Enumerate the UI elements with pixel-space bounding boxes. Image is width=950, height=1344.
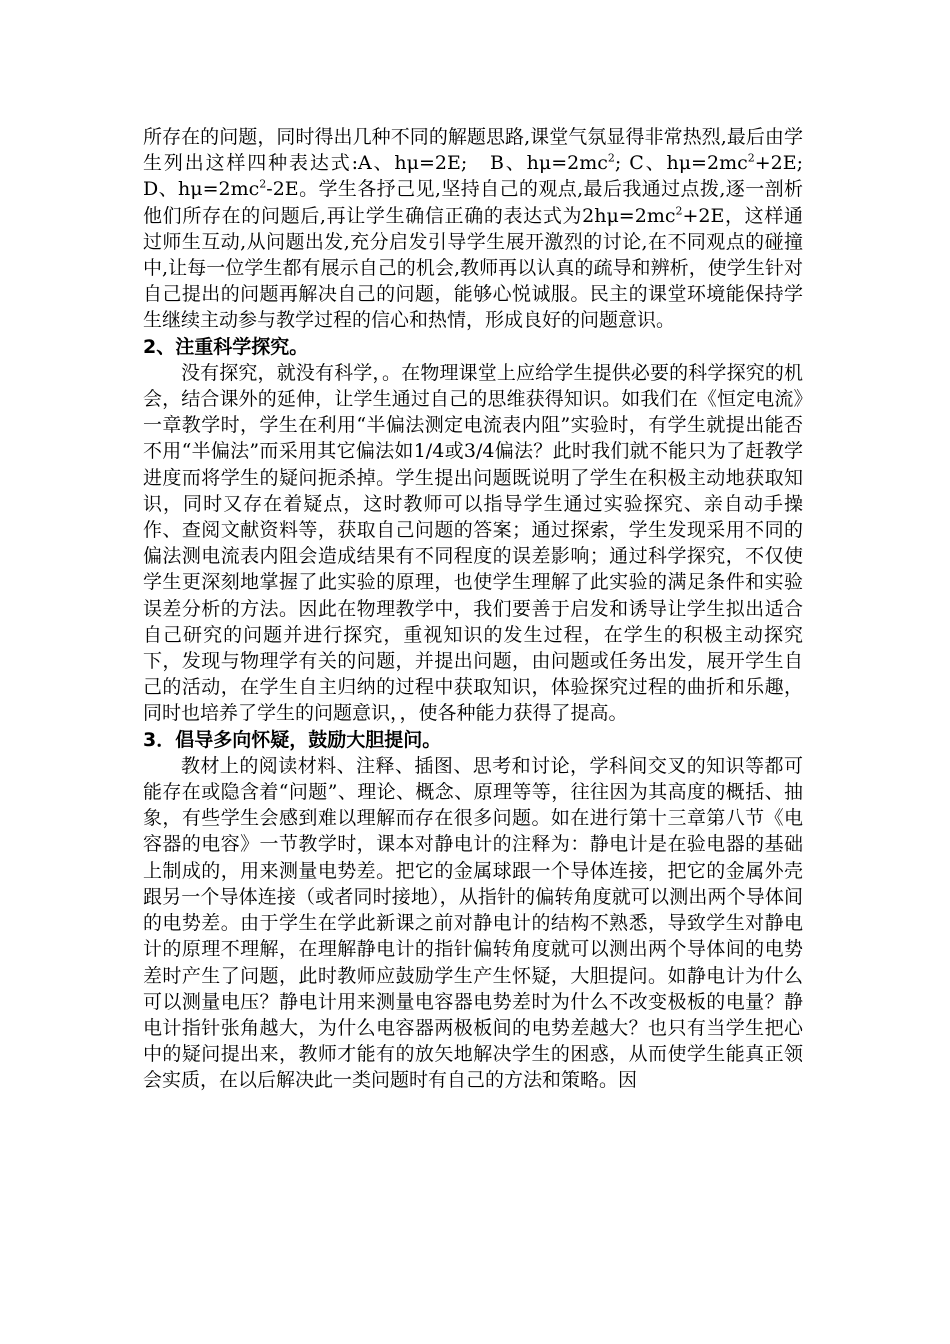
paragraph-expressions: [143, 124, 803, 334]
paragraph-questioning: 教材上的阅读材料、注释、插图、思考和讨论，学科间交叉的知识等都可能存在或隐含着“问题”、理论、概念、原理等等，往往因为其高度的概括、抽象，有些学生会感到难以理解而存在很多问题。如在进行第十三章第八节《电容器的电容》一节教学时，课本对静电计的注释为：静电计是在验电器的基础上制成的，用来测量电势差。把它的金属球跟一个导体连接，把它的金属外壳跟另一个导体连接（或者同时接地），从指针的偏转角度就可以测出两个导体间的电势差。由于学生在学此新课之前对静电计的结构不熟悉，导致学生对静电计的原理不理解，在理解静电计的指针偏转角度就可以测出两个导体间的电势差时产生了问题，此时教师应鼓励学生产生怀疑，大胆提问。如静电计为什么可以测量电压？静电计用来测量电容器电势差时为什么不改变极板的电量？静电计指针张角越大，为什么电容器两极板间的电势差越大？也只有当学生把心中的疑问提出来，教师才能有的放矢地解决学生的困惑，从而使学生能真正领会实质，在以后解决此一类问题时有自己的方法和策略。因: [143, 754, 803, 1092]
paragraph-text: ; C、hμ=2mc: [614, 152, 748, 175]
paragraph-text: -2E。学生各抒己见,坚持自己的观点,最后我通过点拨,逐一剖析他们所存在的问题后,再让学生确信正确的表达式为2hμ=2mc: [143, 178, 803, 227]
section-heading-3: 3．倡导多向怀疑，鼓励大胆提问。: [143, 728, 442, 751]
paragraph-text: +2E; D、hμ=2mc: [143, 152, 804, 201]
superscript: 2: [747, 151, 755, 165]
paragraph-text: +2E，这样通过师生互动,从问题出发,充分启发引导学生展开激烈的讨论,在不同观点的碰撞中,让每一位学生都有展示自己的机会,教师再以认真的疏导和辨析，使学生针对自己提出的问题再解决自己的问题，能够心悦诚服。民主的课堂环境能保持学生继续主动参与教学过程的信心和热情，形成良好的问题意识。: [143, 204, 803, 332]
section-heading-2: 2、注重科学探究。: [143, 335, 309, 358]
paragraph-scientific-inquiry: 没有探究，就没有科学，。在物理课堂上应给学生提供必要的科学探究的机会，结合课外的延伸，让学生通过自己的思维获得知识。如我们在《恒定电流》一章教学时，学生在利用“半偏法测定电流表内阻”实验时，有学生就提出能否不用“半偏法”而采用其它偏法如1/4或3/4偏法？此时我们就不能只为了赶教学进度而将学生的疑问扼杀掉。学生提出问题既说明了学生在积极主动地获取知识，同时又存在着疑点，这时教师可以指导学生通过实验探究、亲自动手操作、查阅文献资料等，获取自己问题的答案；通过探索，学生发现采用不同的偏法测电流表内阻会造成结果有不同程度的误差影响；通过科学探究，不仅使学生更深刻地掌握了此实验的原理，也使学生理解了此实验的满足条件和实验误差分析的方法。因此在物理教学中，我们要善于启发和诱导让学生拟出适合自己研究的问题并进行探究，重视知识的发生过程，在学生的积极主动探究下，发现与物理学有关的问题，并提出问题，由问题或任务出发，展开学生自己的活动，在学生自主归纳的过程中获取知识，体验探究过程的曲折和乐趣，同时也培养了学生的问题意识，，使各种能力获得了提高。: [143, 361, 803, 725]
document-body: [143, 124, 803, 1094]
superscript: 2: [607, 151, 615, 165]
superscript: 2: [675, 204, 683, 218]
paragraph-text: 所存在的问题，同时得出几种不同的解题思路,课堂气氛显得非常热烈,最后由学生列出这样四种表达式:A、hμ=2E; B、hμ=2mc: [143, 126, 803, 175]
superscript: 2: [259, 178, 267, 192]
